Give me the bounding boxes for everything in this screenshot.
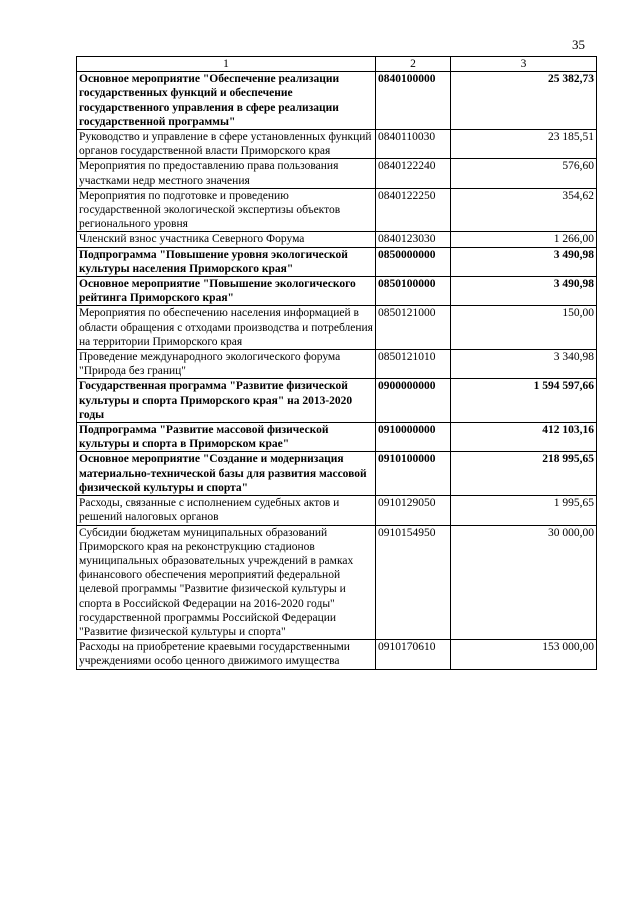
row-name-cell: Расходы, связанные с исполнением судебных актов и решений налоговых органов xyxy=(77,496,376,525)
table-row xyxy=(77,452,597,496)
row-name-cell: Государственная программа "Развитие физической культуры и спорта Приморского края" на 2013-2020 годы xyxy=(77,379,376,423)
row-code-cell: 0850000000 xyxy=(376,247,451,276)
row-name-cell: Подпрограмма "Повышение уровня экологической культуры населения Приморского края" xyxy=(77,247,376,276)
table-row xyxy=(77,247,597,276)
row-amount-cell: 153 000,00 xyxy=(451,640,597,669)
page-number: 35 xyxy=(572,37,585,52)
table-row xyxy=(77,423,597,452)
row-amount-cell: 3 490,98 xyxy=(451,277,597,306)
row-amount-cell: 25 382,73 xyxy=(451,72,597,130)
row-code-cell: 0840122250 xyxy=(376,188,451,232)
row-name-cell: Основное мероприятие "Повышение экологического рейтинга Приморского края" xyxy=(77,277,376,306)
table-row xyxy=(77,306,597,350)
row-name-cell: Мероприятия по подготовке и проведению государственной экологической экспертизы объектов регионального уровня xyxy=(77,188,376,232)
row-amount-cell: 412 103,16 xyxy=(451,423,597,452)
row-code-cell: 0850100000 xyxy=(376,277,451,306)
row-amount-cell: 3 340,98 xyxy=(451,350,597,379)
header-col-1: 1 xyxy=(77,57,376,72)
table-row xyxy=(77,525,597,640)
table-row xyxy=(77,379,597,423)
row-name-cell: Основное мероприятие "Обеспечение реализации государственных функций и обеспечение государственного управления в сфере реализации государственной программы" xyxy=(77,72,376,130)
row-code-cell: 0840100000 xyxy=(376,72,451,130)
table-row xyxy=(77,350,597,379)
row-amount-cell: 218 995,65 xyxy=(451,452,597,496)
row-amount-cell: 1 266,00 xyxy=(451,232,597,247)
row-amount-cell: 576,60 xyxy=(451,159,597,188)
row-amount-cell: 3 490,98 xyxy=(451,247,597,276)
row-code-cell: 0910129050 xyxy=(376,496,451,525)
row-name-cell: Субсидии бюджетам муниципальных образований Приморского края на реконструкцию стадионов муниципальных образовательных учреждений в рамках финансового обеспечения мероприятий федеральной целевой программы "Развитие физической культуры и спорта в Российской Федерации на 2016-2020 годы" государственной программы Российской Федерации "Развитие физической культуры и спорта" xyxy=(77,525,376,640)
row-code-cell: 0910170610 xyxy=(376,640,451,669)
row-name-cell: Мероприятия по обеспечению населения информацией в области обращения с отходами производства и потребления на территории Приморского края xyxy=(77,306,376,350)
row-code-cell: 0910154950 xyxy=(376,525,451,640)
row-name-cell: Мероприятия по предоставлению права пользования участками недр местного значения xyxy=(77,159,376,188)
row-name-cell: Основное мероприятие "Создание и модернизация материально-технической базы для развития массовой физической культуры и спорта" xyxy=(77,452,376,496)
row-amount-cell: 354,62 xyxy=(451,188,597,232)
budget-table xyxy=(76,56,597,670)
table-row xyxy=(77,496,597,525)
row-code-cell: 0900000000 xyxy=(376,379,451,423)
table-row xyxy=(77,72,597,130)
table-header-row xyxy=(77,57,597,72)
table-row xyxy=(77,159,597,188)
header-col-2: 2 xyxy=(376,57,451,72)
header-col-3: 3 xyxy=(451,57,597,72)
row-code-cell: 0840110030 xyxy=(376,130,451,159)
row-code-cell: 0840122240 xyxy=(376,159,451,188)
table-row xyxy=(77,130,597,159)
table-row xyxy=(77,277,597,306)
table-row xyxy=(77,640,597,669)
row-name-cell: Подпрограмма "Развитие массовой физической культуры и спорта в Приморском крае" xyxy=(77,423,376,452)
row-amount-cell: 1 995,65 xyxy=(451,496,597,525)
row-name-cell: Расходы на приобретение краевыми государственными учреждениями особо ценного движимого имущества xyxy=(77,640,376,669)
row-name-cell: Членский взнос участника Северного Форума xyxy=(77,232,376,247)
row-code-cell: 0850121000 xyxy=(376,306,451,350)
row-code-cell: 0840123030 xyxy=(376,232,451,247)
row-code-cell: 0910100000 xyxy=(376,452,451,496)
row-name-cell: Руководство и управление в сфере установленных функций органов государственной власти Приморского края xyxy=(77,130,376,159)
row-amount-cell: 30 000,00 xyxy=(451,525,597,640)
row-amount-cell: 1 594 597,66 xyxy=(451,379,597,423)
row-amount-cell: 150,00 xyxy=(451,306,597,350)
row-code-cell: 0910000000 xyxy=(376,423,451,452)
row-name-cell: Проведение международного экологического форума "Природа без границ" xyxy=(77,350,376,379)
table-row xyxy=(77,188,597,232)
row-amount-cell: 23 185,51 xyxy=(451,130,597,159)
table-row xyxy=(77,232,597,247)
row-code-cell: 0850121010 xyxy=(376,350,451,379)
